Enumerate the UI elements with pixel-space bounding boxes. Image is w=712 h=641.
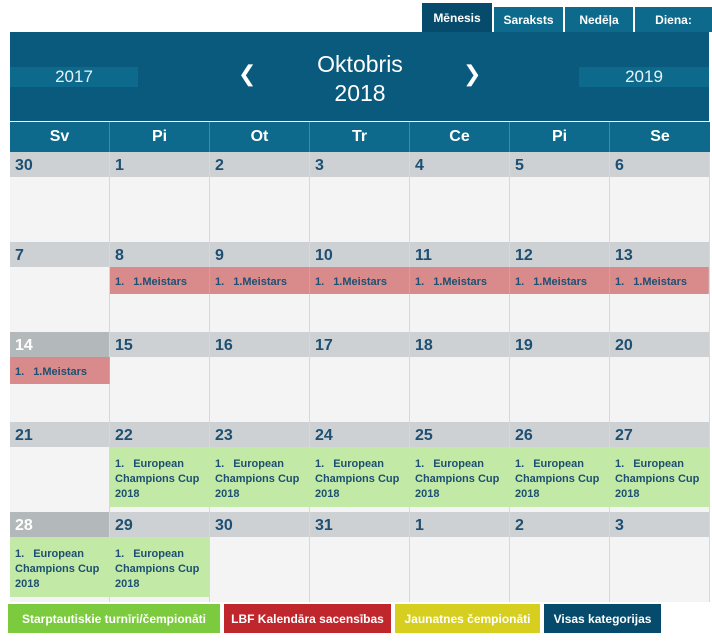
weekday-thursday: Ce	[410, 122, 510, 152]
day-number: 22	[110, 422, 209, 447]
tab-day[interactable]: Diena:	[635, 7, 712, 32]
weekday-wednesday: Tr	[310, 122, 410, 152]
day-number: 24	[310, 422, 409, 447]
day-cell[interactable]	[210, 422, 310, 512]
tab-month[interactable]: Mēnesis	[422, 3, 492, 32]
day-number: 7	[10, 242, 109, 267]
event-number: 1.	[115, 458, 125, 470]
event-title: Champions Cup	[315, 473, 400, 485]
event-title: 2018	[615, 488, 640, 500]
day-cell[interactable]	[10, 512, 110, 602]
event-title: 2018	[415, 488, 440, 500]
weekday-monday: Pi	[110, 122, 210, 152]
legend-international[interactable]: Starptautiskie turnīri/čempionāti	[8, 604, 220, 633]
day-cell[interactable]	[410, 422, 510, 512]
day-number: 28	[10, 512, 109, 537]
event-title: 1.Meistars	[533, 276, 587, 288]
day-number: 16	[210, 332, 309, 357]
prev-month-arrow-icon[interactable]: ❮	[238, 62, 257, 87]
tab-list[interactable]: Saraksts	[494, 7, 563, 32]
day-cell[interactable]	[610, 512, 710, 602]
day-number: 2	[510, 512, 609, 537]
event-title: European	[633, 458, 684, 470]
day-number: 15	[110, 332, 209, 357]
event-title: 1.Meistars	[333, 276, 387, 288]
event-number: 1.	[515, 458, 525, 470]
day-number: 3	[310, 152, 409, 177]
event-number: 1.	[615, 458, 625, 470]
event-number: 1.	[515, 276, 525, 288]
day-cell[interactable]	[110, 152, 210, 242]
event-title: European	[333, 458, 384, 470]
week-row	[10, 242, 710, 332]
day-cell[interactable]	[410, 152, 510, 242]
event-title: 1.Meistars	[233, 276, 287, 288]
day-cell[interactable]	[10, 422, 110, 512]
day-number: 27	[610, 422, 709, 447]
event-title: 2018	[115, 488, 140, 500]
day-cell[interactable]	[10, 332, 110, 422]
day-number: 30	[210, 512, 309, 537]
event-number: 1.	[415, 276, 425, 288]
weekday-saturday: Se	[650, 128, 670, 145]
day-cell[interactable]	[310, 152, 410, 242]
event-title: Champions Cup	[615, 473, 700, 485]
event-title: 2018	[515, 488, 540, 500]
event-european-champions-cup[interactable]	[410, 447, 510, 507]
day-number: 18	[410, 332, 509, 357]
event-title: Champions Cup	[115, 563, 200, 575]
tab-week[interactable]: Nedēļa	[565, 7, 633, 32]
event-european-champions-cup[interactable]	[110, 537, 209, 597]
day-cell[interactable]	[10, 242, 110, 332]
event-european-champions-cup[interactable]	[110, 447, 210, 507]
event-title: European	[133, 548, 184, 560]
event-title: 1.Meistars	[633, 276, 687, 288]
month-year: 2018	[334, 80, 386, 106]
day-number: 30	[10, 152, 109, 177]
day-number: 13	[610, 242, 709, 267]
next-year-button[interactable]: 2019	[579, 67, 709, 87]
event-number: 1.	[315, 276, 325, 288]
calendar-header	[10, 32, 709, 121]
day-number: 8	[110, 242, 209, 267]
day-number: 5	[510, 152, 609, 177]
day-cell[interactable]	[310, 332, 410, 422]
day-cell[interactable]	[410, 332, 510, 422]
legend-all-categories[interactable]: Visas kategorijas	[544, 604, 661, 633]
event-title: European	[133, 458, 184, 470]
event-title: Champions Cup	[115, 473, 200, 485]
day-number: 21	[10, 422, 109, 447]
event-european-champions-cup[interactable]	[610, 447, 709, 507]
day-cell[interactable]	[110, 242, 210, 332]
month-title	[260, 50, 460, 108]
event-number: 1.	[615, 276, 625, 288]
prev-year-button[interactable]: 2017	[10, 67, 138, 87]
legend-lbf-calendar[interactable]: LBF Kalendāra sacensības	[224, 604, 391, 633]
event-title: 1.Meistars	[433, 276, 487, 288]
event-european-champions-cup[interactable]	[210, 447, 310, 507]
calendar-grid	[10, 152, 710, 602]
day-cell[interactable]	[210, 242, 310, 332]
event-european-champions-cup[interactable]	[10, 537, 110, 597]
day-cell[interactable]	[410, 512, 510, 602]
weekday-sunday: Sv	[10, 122, 110, 152]
event-number: 1.	[215, 458, 225, 470]
day-cell[interactable]	[310, 512, 410, 602]
day-cell[interactable]	[610, 422, 710, 512]
event-title: Champions Cup	[415, 473, 500, 485]
event-meistars[interactable]	[610, 267, 709, 294]
event-number: 1.	[115, 548, 125, 560]
event-title: European	[433, 458, 484, 470]
event-title: European	[233, 458, 284, 470]
day-number: 4	[410, 152, 509, 177]
day-cell[interactable]	[610, 242, 710, 332]
weekday-friday: Pi	[510, 122, 610, 152]
event-title: 2018	[315, 488, 340, 500]
event-title: 2018	[215, 488, 240, 500]
day-cell[interactable]	[110, 422, 210, 512]
event-meistars[interactable]	[10, 357, 110, 384]
day-number: 29	[110, 512, 209, 537]
day-cell[interactable]	[610, 152, 710, 242]
event-title: Champions Cup	[515, 473, 600, 485]
day-number: 2	[210, 152, 309, 177]
day-cell[interactable]	[110, 512, 210, 602]
day-number: 25	[410, 422, 509, 447]
day-number: 11	[410, 242, 509, 267]
day-cell[interactable]	[310, 242, 410, 332]
day-cell[interactable]	[210, 512, 310, 602]
next-month-arrow-icon[interactable]: ❯	[463, 62, 482, 87]
event-number: 1.	[115, 276, 125, 288]
event-meistars[interactable]	[510, 267, 610, 294]
weekday-header	[10, 122, 710, 152]
week-row	[10, 152, 710, 242]
day-cell[interactable]	[410, 242, 510, 332]
event-title: 1.Meistars	[33, 366, 87, 378]
week-row	[10, 512, 710, 602]
week-row	[10, 332, 710, 422]
day-number: 14	[10, 332, 109, 357]
event-title: Champions Cup	[15, 563, 100, 575]
day-cell[interactable]	[510, 152, 610, 242]
event-title: 1.Meistars	[133, 276, 187, 288]
event-number: 1.	[15, 548, 25, 560]
day-number: 23	[210, 422, 309, 447]
day-number: 9	[210, 242, 309, 267]
day-cell[interactable]	[510, 422, 610, 512]
weekday-tuesday: Ot	[210, 122, 310, 152]
event-meistars[interactable]	[210, 267, 310, 294]
day-cell[interactable]	[510, 512, 610, 602]
day-cell[interactable]	[110, 332, 210, 422]
view-tabs	[422, 3, 712, 32]
day-number: 20	[610, 332, 709, 357]
event-title: European	[533, 458, 584, 470]
event-number: 1.	[15, 366, 25, 378]
legend-youth[interactable]: Jaunatnes čempionāti	[395, 604, 540, 633]
day-number: 17	[310, 332, 409, 357]
week-row	[10, 422, 710, 512]
day-cell[interactable]	[210, 332, 310, 422]
event-meistars[interactable]	[110, 267, 210, 294]
day-number: 3	[610, 512, 709, 537]
day-cell[interactable]	[210, 152, 310, 242]
event-title: 2018	[115, 578, 140, 590]
event-title: 2018	[15, 578, 40, 590]
day-cell[interactable]	[510, 332, 610, 422]
day-cell[interactable]	[510, 242, 610, 332]
day-cell[interactable]	[610, 332, 710, 422]
day-cell[interactable]	[10, 152, 110, 242]
category-legend	[8, 604, 665, 633]
month-name: Oktobris	[317, 51, 403, 77]
day-number: 10	[310, 242, 409, 267]
day-number: 19	[510, 332, 609, 357]
event-number: 1.	[315, 458, 325, 470]
day-number: 26	[510, 422, 609, 447]
event-title: European	[33, 548, 84, 560]
event-meistars[interactable]	[410, 267, 510, 294]
event-number: 1.	[215, 276, 225, 288]
event-number: 1.	[415, 458, 425, 470]
day-number: 6	[610, 152, 709, 177]
day-number: 1	[110, 152, 209, 177]
event-european-champions-cup[interactable]	[310, 447, 410, 507]
day-number: 12	[510, 242, 609, 267]
event-european-champions-cup[interactable]	[510, 447, 610, 507]
day-number: 1	[410, 512, 509, 537]
day-number: 31	[310, 512, 409, 537]
day-cell[interactable]	[310, 422, 410, 512]
event-meistars[interactable]	[310, 267, 410, 294]
event-title: Champions Cup	[215, 473, 300, 485]
